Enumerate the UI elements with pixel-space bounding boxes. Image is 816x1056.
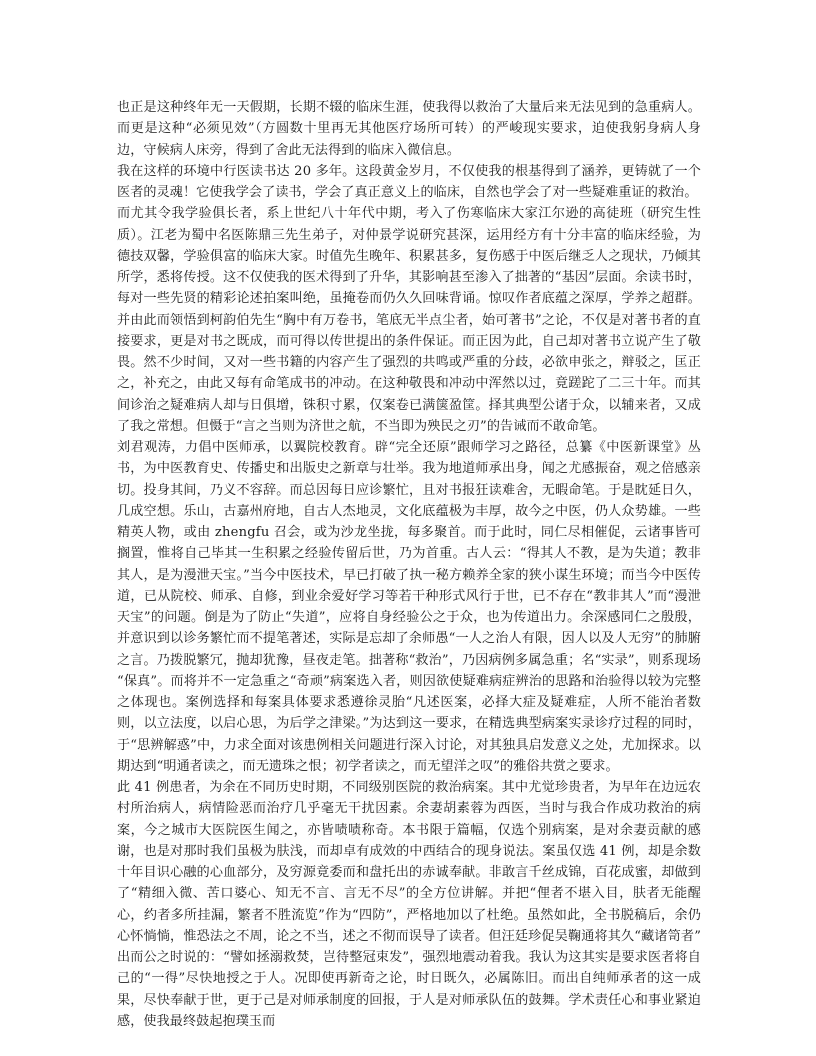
- document-text-column: [117, 97, 701, 1032]
- paragraph: 刘君观涛，力倡中医师承，以翼院校教育。辟“完全还原”跟师学习之路径，总纂《中医新课堂》丛书，为中医教育史、传播史和出版史之新章与壮举。我为地道师承出身，闻之尤感振奋，观之倍感亲切。投身其间，乃义不容辞。而总因每日应诊繁忙，且对书报狂读难舍，无暇命笔。于是眈延日久，几成空想。乐山，古嘉州府地，自古人杰地灵，文化底蕴极为丰厚，故今之中医，仍人众势雄。一些精英人物，或由 zhengfu 召会，或为沙龙坐拢，每多聚首。而于此时，同仁尽相催促，云诸事皆可搁置，惟将自己毕其一生积累之经验传留后世，乃为首重。古人云：“得其人不教，是为失道；教非其人，是为漫泄天宝。”当今中医技术，早已打破了执一秘方赖养全家的狭小谋生环境；而当今中医传道，已从院校、师承、自修，到业余爱好学习等若干种形式风行于世，已不存在“教非其人”而“漫泄天宝”的问题。倒是为了防止“失道”，应将自身经验公之于众，也为传道出力。余深感同仁之殷殷，并意识到以诊务繁忙而不提笔著述，实际是忘却了余师愚“一人之治人有限，因人以及人无穷”的肺腑之言。乃拨脱繁冗，抛却犹豫，昼夜走笔。拙著称“救治”，乃因病例多属急重；名“实录”，则系现场“保真”。而将并不一定急重之“奇顽”病案选入者，则因欲使疑难病症辨治的思路和治验得以较为完整之体现也。案例选择和每案具体要求悉遵徐灵胎“凡述医案，必择大症及疑难症，人所不能治者数则，以立法度，以启心思，为后学之津梁。”为达到这一要求，在精选典型病案实录诊疗过程的同时，于“思辨解惑”中，力求全面对该患例相关问题进行深入讨论，对其独具启发意义之处，尤加探求。以期达到“明通者读之，而无遗珠之恨；初学者读之，而无望洋之叹”的雅俗共赏之要求。: [117, 440, 701, 774]
- paragraph: 我在这样的环境中行医读书达 20 多年。这段黄金岁月，不仅使我的根基得到了涵养，更铸就了一个医者的灵魂！它使我学会了读书，学会了真正意义上的临床，自然也学会了对一些疑难重证的救治。: [117, 163, 701, 200]
- latin-run: 41: [599, 843, 617, 859]
- paragraph: 此 41 例患者，为余在不同历史时期，不同级别医院的救治病案。其中尤觉珍贵者，为早年在边远农村所治病人，病情险恶而治疗几乎毫无干扰因素。余妻胡素蓉为西医，当时与我合作成功救治的病案，今之城市大医院医生闻之，亦皆啧啧称奇。本书限于篇幅，仅选个别病案，是对余妻贡献的感谢，也是对那时我们虽极为肤浅，而却卓有成效的中西结合的现身说法。案虽仅选 41 例，却是余数十年目识心融的心血部分，及穷源竟委而和盘托出的赤诚奉献。非敢言千丝成锦，百花成蜜，却做到了“精细入微、苦口婆心、知无不言、言无不尽”的全方位讲解。并把“俚者不堪入目，肤者无能醒心，约者多所挂漏，繁者不胜流览”作为“四防”，严格地加以了杜绝。虽然如此，全书脱稿后，余仍心怀惝惝，惟恐法之不周，论之不当，述之不彻而误导了读者。但汪廷珍促吴鞠通将其久“藏诸笥者”出而公之时说的：“譬如拯溺救焚，岂待整冠束发”，强烈地震动着我。我认为这其实是要求医者将自己的“一得”尽快地授之于人。况即使再新奇之论，时日既久，必属陈旧。而出自纯师承者的这一成果，尽快奉献于世，更于己是对师承制度的回报，于人是对师承队伍的鼓舞。学术责任心和事业紧迫感，使我最终鼓起抱璞玉而: [117, 780, 701, 1029]
- paragraph: 而尤其令我学验俱长者，系上世纪八十年代中期，考入了伤寒临床大家江尔逊的高徒班（研究生性质）。江老为蜀中名医陈鼎三先生弟子，对仲景学说研究甚深，运用经方有十分丰富的临床经验，为德技双馨，学验俱富的临床大家。时值先生晚年、积累甚多，复伤感于中医后继乏人之现状，乃倾其所学，悉将传授。这不仅使我的医术得到了升华，其影响甚至渗入了拙著的“基因”层面。余读书时，每对一些先贤的精彩论述拍案叫绝，虽掩卷而仍久久回味背诵。惊叹作者底蕴之深厚，学养之超群。并由此而领悟到柯韵伯先生“胸中有万卷书，笔底无半点尘者，始可著书”之论，不仅是对著书者的直接要求，更是对书之既成，而可得以传世提出的条件保证。而正因为此，自己却对著书立说产生了敬畏。然不少时间，又对一些书籍的内容产生了强烈的共鸣或严重的分歧，必欲申张之，辩驳之，匡正之，补充之，由此又每有命笔成书的冲动。在这种敬畏和冲动中浑然以过，竟蹉跎了二三十年。而其间诊治之疑难病人却与日俱增，铢积寸累，仅案卷已满箧盈筐。择其典型公诸于众，以辅来者，又成了我之常想。但慑于“言之当则为济世之航，不当即为殃民之刃”的告诫而不敢命笔。: [117, 206, 701, 434]
- latin-run: 41: [134, 780, 152, 795]
- latin-run: zhengfu: [214, 525, 270, 540]
- latin-run: 20: [294, 163, 312, 179]
- paragraph: 也正是这种终年无一天假期，长期不辍的临床生涯，使我得以救治了大量后来无法见到的急重病人。而更是这种“必须见效”（方圆数十里再无其他医疗场所可转）的严峻现实要求，迫使我躬身病人身边，守候病人床旁，得到了舍此无法得到的临床入微信息。: [117, 100, 701, 158]
